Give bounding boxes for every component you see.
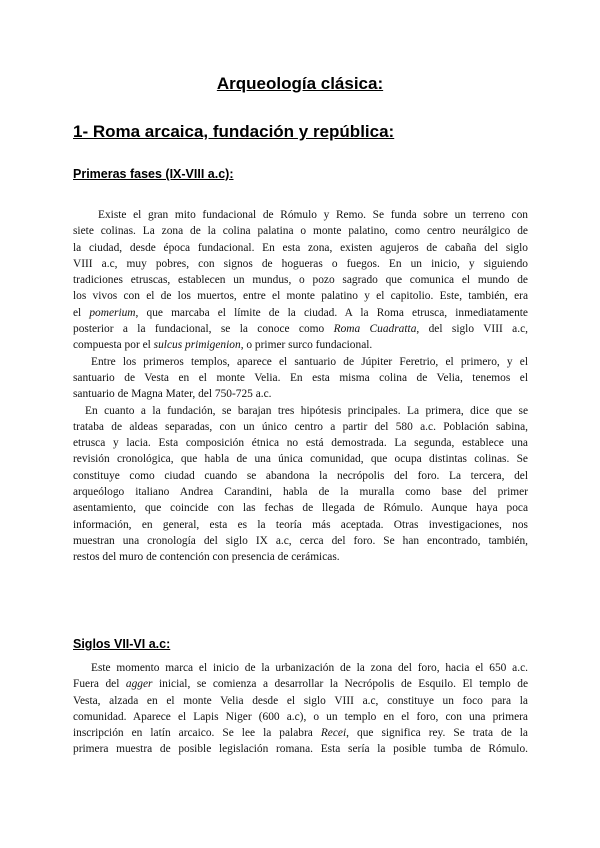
subsection-body-primeras-fases bbox=[73, 207, 528, 566]
text-line: información, en general, esta es la teoría más aceptada. Otras investigaciones, nos bbox=[73, 518, 528, 531]
subsection-body-siglos-vii-vi bbox=[73, 660, 528, 758]
text-line: comunidad. Aparece el Lapis Niger (600 a.c), o un templo en el foro, con una primera bbox=[73, 710, 528, 723]
text-line bbox=[73, 305, 528, 321]
text-line: VIII a.c, muy pobres, con signos de hogueras o fuegos. En un inicio, y siguiendo bbox=[73, 257, 528, 270]
text-line: asentamiento, que coincide con las fechas de llegada de Rómulo. Aunque haya poca bbox=[73, 502, 528, 515]
text-run: compuesta por el bbox=[73, 339, 154, 352]
subsection-heading-primeras-fases: Primeras fases (IX-VIII a.c): bbox=[73, 167, 234, 181]
text-line: la ciudad, desde época fundacional. En esta zona, existen agujeros de cabaña del siglo bbox=[73, 241, 528, 254]
text-run: inscripción en latín arcaico. Se lee la palabra bbox=[73, 727, 321, 740]
text-line: trataba de aldeas separadas, con un único centro a partir del 580 a.c. Población sabina, bbox=[73, 420, 528, 433]
italic-term: Roma Cuadratta bbox=[333, 323, 417, 336]
text-run: Fuera del bbox=[73, 678, 126, 691]
text-line: arqueólogo italiano Andrea Carandini, habla de la muralla como base del primer bbox=[73, 486, 528, 499]
text-line: revisión cronológica, que habla de una única comunidad, que ocupa distintas colinas. Se bbox=[73, 453, 528, 466]
italic-term: pomerium bbox=[89, 306, 136, 319]
text-run: inicial, se comienza a desarrollar la Necrópolis de Esquilo. El templo de bbox=[152, 678, 528, 691]
text-run: posterior a la fundacional, se la conoce como bbox=[73, 323, 334, 336]
text-line: muestran una cronología del siglo IX a.c, cerca del foro. Se han encontrado, también, bbox=[73, 534, 528, 547]
italic-term: sulcus primigenion bbox=[153, 339, 241, 352]
text-line: Vesta, alzada en el monte Velia desde el siglo VIII a.c, constituye un foco para la bbox=[73, 694, 528, 707]
text-run: , que marcaba el límite de la ciudad. A la Roma etrusca, inmediatamente bbox=[135, 306, 528, 319]
paragraph bbox=[73, 207, 528, 354]
document-title: Arqueología clásica: bbox=[216, 74, 384, 93]
paragraph bbox=[73, 403, 528, 566]
text-line: constituye como ciudad cuando se abandona la necrópolis del foro. La tercera, del bbox=[73, 469, 528, 482]
text-line: los vivos con el de los muertos, entre el monte palatino y el capitolio. Este, también, era bbox=[73, 290, 528, 303]
text-line: etrusca y lacia. Esta composición étnica no está demostrada. La segunda, establece una bbox=[73, 437, 528, 450]
text-run: , o primer surco fundacional. bbox=[240, 339, 373, 352]
paragraph bbox=[73, 660, 528, 758]
italic-term: agger bbox=[125, 678, 153, 691]
text-line: santuario de Vesta en el monte Velia. En esta misma colina de Velia, tenemos el bbox=[73, 371, 528, 384]
text-run: , del siglo VIII a.c, bbox=[416, 323, 528, 336]
text-line: Existe el gran mito fundacional de Rómulo y Remo. Se funda sobre un terreno con bbox=[98, 209, 528, 221]
text-line: siete colinas. La zona de la colina palatina o monte palatino, como centro neurálgico de bbox=[73, 225, 528, 238]
text-line: En cuanto a la fundación, se barajan tres hipótesis principales. La primera, dice que se bbox=[85, 404, 528, 417]
subsection-heading-siglos-vii-vi: Siglos VII-VI a.c: bbox=[73, 637, 171, 651]
text-run: el bbox=[73, 306, 90, 319]
paragraph bbox=[73, 354, 528, 403]
text-line: restos del muro de contención con presencia de cerámicas. bbox=[73, 551, 340, 564]
text-line bbox=[73, 337, 528, 353]
text-line bbox=[73, 725, 528, 741]
text-line: tradiciones etruscas, establecen un mundus, o pozo sagrado que comunica el mundo de bbox=[73, 274, 528, 287]
text-line: Este momento marca el inicio de la urbanización de la zona del foro, hacia el 650 a.c. bbox=[91, 662, 528, 674]
text-line: primera muestra de posible legislación romana. Esta sería la posible tumba de Rómulo. bbox=[73, 743, 528, 756]
text-line bbox=[73, 321, 528, 337]
section-heading-roma-arcaica: 1- Roma arcaica, fundación y república: bbox=[73, 122, 395, 141]
italic-term: Recei bbox=[320, 727, 347, 740]
text-run: , que significa rey. Se trata de la bbox=[346, 727, 528, 740]
text-line: Entre los primeros templos, aparece el santuario de Júpiter Feretrio, el primero, y el bbox=[91, 355, 528, 368]
text-line bbox=[73, 676, 528, 692]
text-line: santuario de Magna Mater, del 750-725 a.c. bbox=[73, 388, 272, 401]
